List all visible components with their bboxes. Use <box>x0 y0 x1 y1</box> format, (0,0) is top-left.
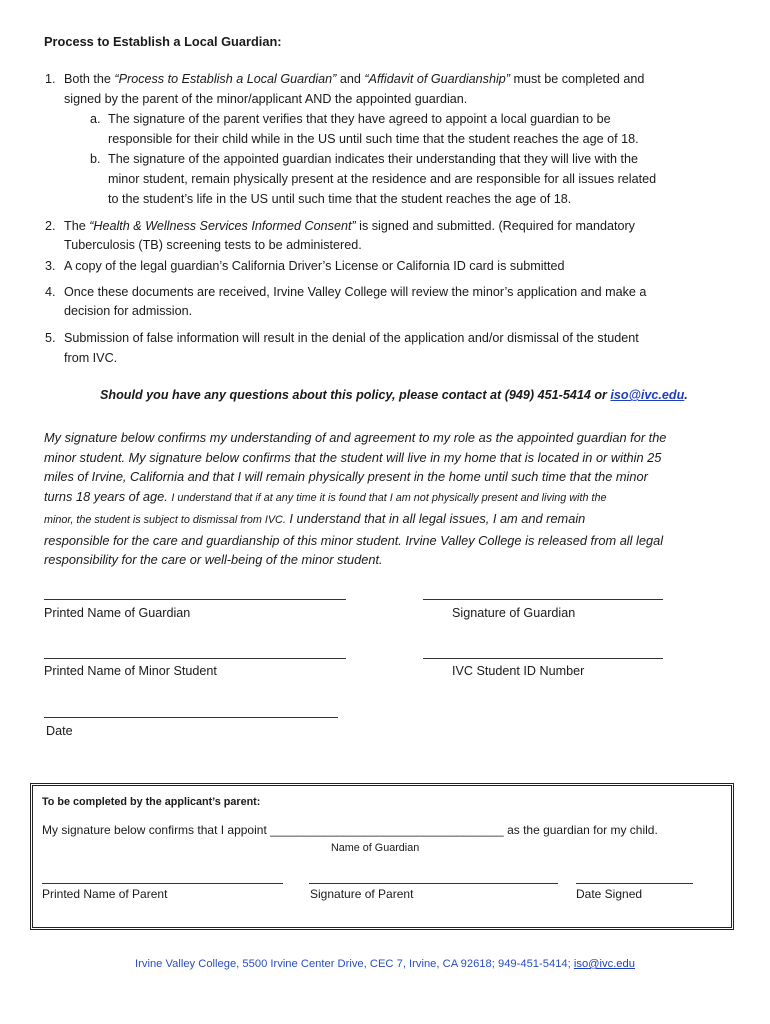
item-number: 4. <box>45 285 56 299</box>
date-signed-field[interactable] <box>576 883 693 884</box>
student-id-field[interactable] <box>423 658 663 659</box>
text: and <box>336 72 365 86</box>
text-small: I understand that if at any time it is found that I am not physically present and living with the <box>171 492 607 505</box>
text: My signature below confirms that I appoint <box>42 823 267 837</box>
guardian-declaration <box>44 428 734 570</box>
text: is signed and submitted. (Required for mandatory <box>355 219 635 233</box>
parent-signature-label: Signature of Parent <box>310 887 414 901</box>
text: turns 18 years of age. <box>44 489 172 505</box>
item-1-line-2: signed by the parent of the minor/applicant AND the appointed guardian. <box>64 92 468 106</box>
subitem-b-line-2: minor student, remain physically present at the residence and are responsible for all issues related <box>108 172 657 186</box>
footer-email-link[interactable]: iso@ivc.edu <box>573 958 635 970</box>
date-signed-label: Date Signed <box>576 887 643 901</box>
footer-address: Irvine Valley College, 5500 Irvine Center Drive, CEC 7, Irvine, CA 92618; 949-451-5414; <box>135 958 574 970</box>
item-5-line-2: from IVC. <box>64 351 118 365</box>
parent-section-box <box>30 783 734 930</box>
appoint-statement <box>42 823 658 837</box>
subitem-letter: b. <box>90 152 101 166</box>
parent-name-field[interactable] <box>42 883 283 884</box>
declaration-line: My signature below confirms my understanding of and agreement to my role as the appointed guardian for the <box>44 430 667 445</box>
item-4-line-1: Once these documents are received, Irvine Valley College will review the minor’s application and make a <box>64 285 647 299</box>
text: as the guardian for my child. <box>507 823 658 837</box>
item-number: 1. <box>45 72 56 86</box>
appointed-guardian-field[interactable]: ___________________________________ <box>270 823 504 837</box>
declaration-line <box>44 509 734 531</box>
guardian-name-field[interactable] <box>44 599 346 600</box>
parent-section-heading: To be completed by the applicant’s parent: <box>42 796 261 808</box>
item-2-line-2: Tuberculosis (TB) screening tests to be administered. <box>64 238 362 252</box>
text: The <box>64 219 90 233</box>
parent-signature-field[interactable] <box>309 883 558 884</box>
text: I understand that in all legal issues, I am and remain <box>285 510 586 526</box>
footer <box>0 958 770 970</box>
contact-line <box>100 388 688 402</box>
minor-name-field[interactable] <box>44 658 346 659</box>
item-2-line-1 <box>64 219 635 233</box>
item-1-line-1 <box>64 72 644 86</box>
declaration-line: responsibility for the care or well-being of the minor student. <box>44 552 383 568</box>
contact-text: Should you have any questions about this policy, please contact at (949) 451-5414 or <box>100 388 611 402</box>
parent-name-label: Printed Name of Parent <box>42 887 168 901</box>
guardian-signature-label: Signature of Guardian <box>452 606 576 620</box>
item-4-line-2: decision for admission. <box>64 304 193 318</box>
item-number: 5. <box>45 331 56 345</box>
subitem-b-line-3: to the student’s life in the US until such time that the student reaches the age of 18. <box>108 192 572 206</box>
guardian-caption: Name of Guardian <box>331 842 420 854</box>
subitem-a-line-1: The signature of the parent verifies that they have agreed to appoint a local guardian to be <box>108 112 611 126</box>
guardian-name-label: Printed Name of Guardian <box>44 606 191 620</box>
form-title-em: “Affidavit of Guardianship” <box>364 72 510 86</box>
text-small: minor, the student is subject to dismissal from IVC. <box>44 513 286 526</box>
form-title-em: “Process to Establish a Local Guardian” <box>114 72 337 86</box>
declaration-line <box>44 487 734 509</box>
item-3-line-1: A copy of the legal guardian’s California Driver’s License or California ID card is submitted <box>64 259 565 273</box>
student-id-label: IVC Student ID Number <box>452 664 585 678</box>
subitem-letter: a. <box>90 112 101 126</box>
declaration-line: minor student. My signature below confirms that the student will live in my home that is located in or within 25 <box>44 449 662 465</box>
minor-name-label: Printed Name of Minor Student <box>44 664 217 678</box>
item-5-line-1: Submission of false information will result in the denial of the application and/or dismissal of the student <box>64 331 639 345</box>
text: must be completed and <box>509 72 645 86</box>
declaration-line: responsible for the care and guardianship of this minor student. Irvine Valley College is released from all legal <box>44 532 664 548</box>
declaration-line: miles of Irvine, California and that I will remain physically present in the home until such time that the minor <box>44 469 648 485</box>
date-label: Date <box>46 724 73 738</box>
contact-email-link[interactable]: iso@ivc.edu <box>610 388 685 402</box>
subitem-a-line-2: responsible for their child while in the US until such time that the student reaches the age of 18. <box>108 132 639 146</box>
subitem-b-line-1: The signature of the appointed guardian indicates their understanding that they will live with the <box>108 152 638 166</box>
date-field[interactable] <box>44 717 338 718</box>
form-title-em: “Health & Wellness Services Informed Consent” <box>89 219 356 233</box>
guardian-signature-field[interactable] <box>423 599 663 600</box>
item-number: 2. <box>45 219 56 233</box>
contact-period: . <box>684 388 688 402</box>
item-number: 3. <box>45 259 56 273</box>
text: Both the <box>64 72 115 86</box>
page-title: Process to Establish a Local Guardian: <box>44 34 282 49</box>
